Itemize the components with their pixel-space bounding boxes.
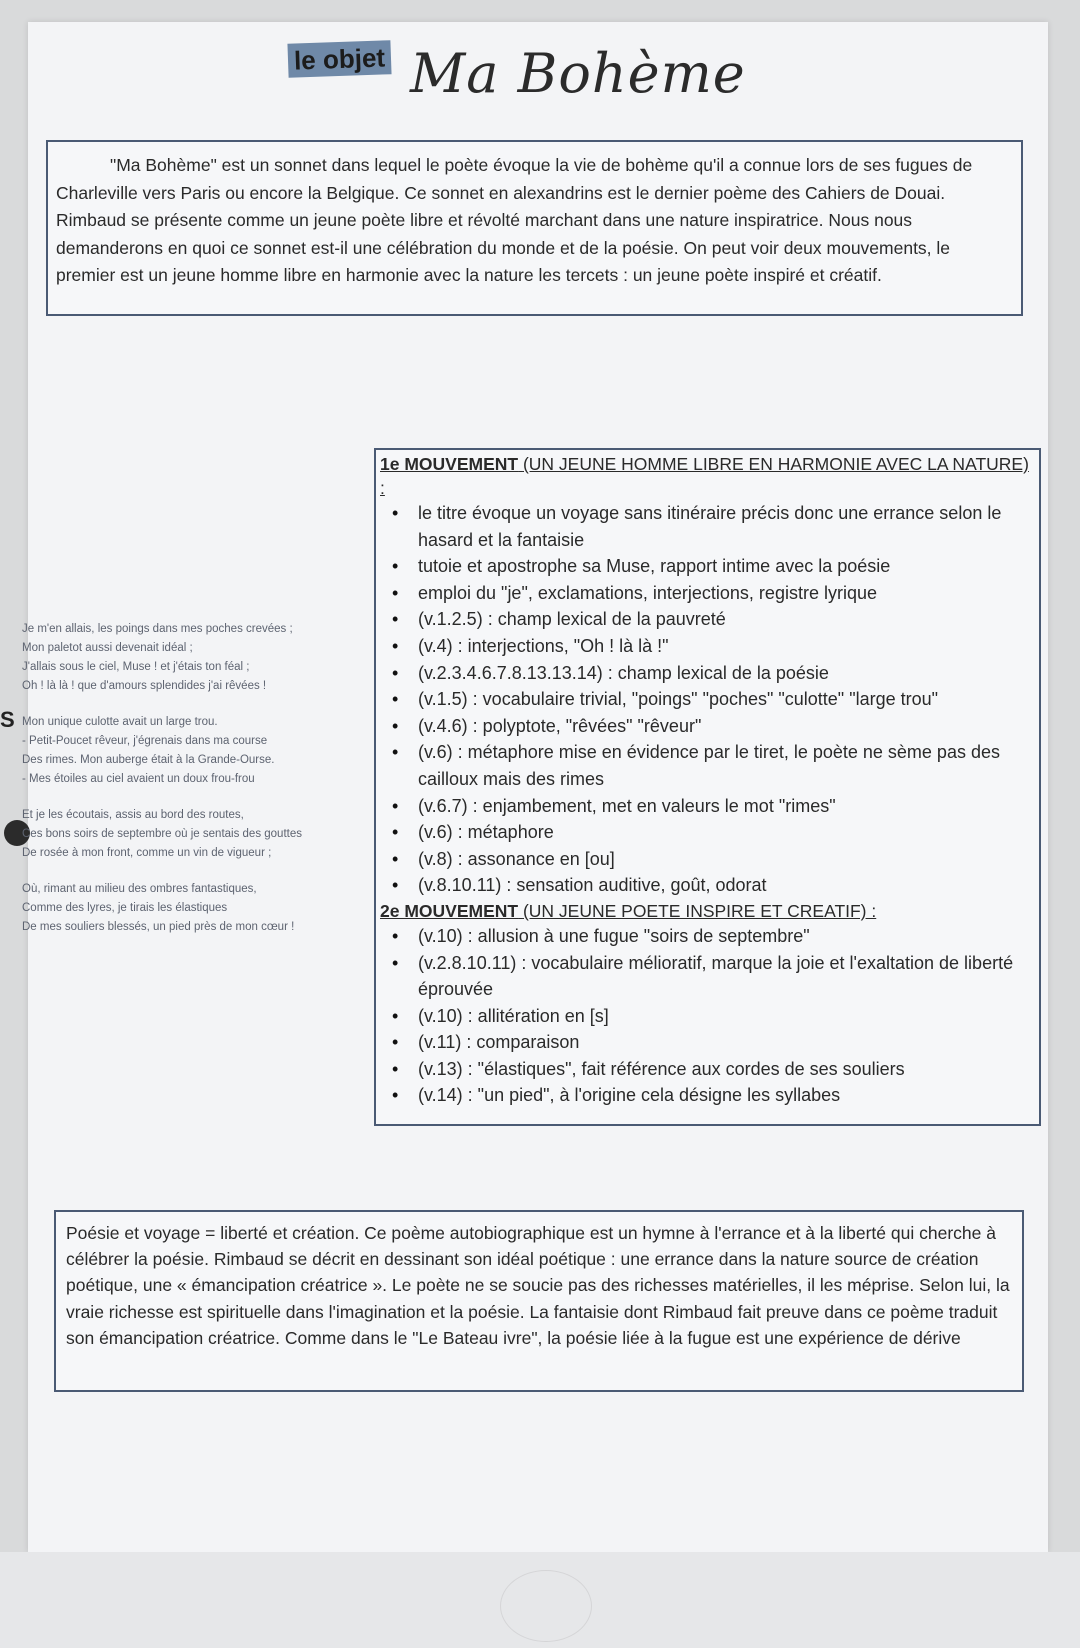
poem-stanza: [22, 713, 382, 789]
list-item: • le titre évoque un voyage sans itinéraire précis donc une errance selon le hasard et la fantaisie: [412, 500, 1033, 553]
list-item: • (v.4) : interjections, "Oh ! là là !": [412, 633, 1033, 660]
poem-line: Mon unique culotte avait un large trou.: [22, 716, 218, 728]
list-item: • (v.11) : comparaison: [412, 1029, 1033, 1056]
list-item: • (v.6) : métaphore: [412, 819, 1033, 846]
list-item: • tutoie et apostrophe sa Muse, rapport intime avec la poésie: [412, 553, 1033, 580]
list-item: • (v.2.8.10.11) : vocabulaire mélioratif, marque la joie et l'exaltation de liberté éprouvée: [412, 950, 1033, 1003]
page-title: Ma Bohème: [410, 42, 746, 105]
intro-text: "Ma Bohème" est un sonnet dans lequel le poète évoque la vie de bohème qu'il a connue lors de ses fugues de Charleville vers Paris ou encore la Belgique. Ce sonnet en alexandrins est le dernier poème des Cahiers de Douai. Rimbaud se présente comme un jeune poète libre et révolté marchant dans une nature inspiratrice. Nous nous demanderons en quoi ce sonnet est-il une célébration du monde et de la poésie. On peut voir deux mouvements, le premier est un jeune homme libre en harmonie avec la nature les tercets : un jeune poète inspiré et créatif.: [56, 155, 973, 285]
list-item: • (v.1.5) : vocabulaire trivial, "poings" "poches" "culotte" "large trou": [412, 686, 1033, 713]
movement-1-heading: 1e MOUVEMENT (UN JEUNE HOMME LIBRE EN HARMONIE AVEC LA NATURE) :: [380, 454, 1029, 498]
list-item: • (v.4.6) : polyptote, "rêvées" "rêveur": [412, 713, 1033, 740]
subject-tag: le objet: [287, 40, 391, 78]
poem-line: Mon paletot aussi devenait idéal ;: [22, 642, 193, 654]
poem-line: - Petit-Poucet rêveur, j'égrenais dans ma course: [22, 735, 268, 747]
annotation-marker: S: [0, 707, 15, 732]
poem-line: De mes souliers blessés, un pied près de mon cœur !: [22, 921, 295, 933]
poem-line: Ces bons soirs de septembre où je sentais des gouttes: [22, 828, 302, 840]
list-item: • (v.14) : "un pied", à l'origine cela désigne les syllabes: [412, 1082, 1033, 1109]
poem-line: De rosée à mon front, comme un vin de vigueur ;: [22, 847, 272, 859]
poem-line: Je m'en allais, les poings dans mes poches crevées ;: [22, 623, 293, 635]
conclusion-box: [54, 1210, 1024, 1392]
movement-2-heading: 2e MOUVEMENT (UN JEUNE POETE INSPIRE ET CREATIF) :: [380, 900, 877, 921]
list-item: • (v.13) : "élastiques", fait référence aux cordes de ses souliers: [412, 1056, 1033, 1083]
list-item: • (v.8) : assonance en [ou]: [412, 846, 1033, 873]
poem-stanza: [22, 620, 382, 696]
poem-line: Des rimes. Mon auberge était à la Grande-Ourse.: [22, 754, 275, 766]
list-item: • (v.6) : métaphore mise en évidence par le tiret, le poète ne sème pas des cailloux mais des rimes: [412, 739, 1033, 792]
poem-line: Où, rimant au milieu des ombres fantastiques,: [22, 883, 257, 895]
list-item: • (v.1.2.5) : champ lexical de la pauvreté: [412, 606, 1033, 633]
list-item: • (v.2.3.4.6.7.8.13.13.14) : champ lexical de la poésie: [412, 660, 1033, 687]
movement-1-list: [380, 500, 1033, 899]
list-item: • (v.10) : allusion à une fugue "soirs de septembre": [412, 923, 1033, 950]
poem-line: Oh ! là là ! que d'amours splendides j'ai rêvées !: [22, 680, 267, 692]
list-item: • emploi du "je", exclamations, interjections, registre lyrique: [412, 580, 1033, 607]
poem-stanza: [22, 806, 382, 863]
watermark-icon: [500, 1570, 592, 1642]
poem-line: Comme des lyres, je tirais les élastiques: [22, 902, 228, 914]
poem-text: [22, 620, 382, 954]
list-item: • (v.8.10.11) : sensation auditive, goût, odorat: [412, 872, 1033, 899]
list-item: • (v.10) : allitération en [s]: [412, 1003, 1033, 1030]
poem-line: J'allais sous le ciel, Muse ! et j'étais ton féal ;: [22, 661, 250, 673]
poem-line: - Mes étoiles au ciel avaient un doux frou-frou: [22, 773, 255, 785]
poem-stanza: [22, 880, 382, 937]
poem-line: Et je les écoutais, assis au bord des routes,: [22, 809, 244, 821]
conclusion-text: Poésie et voyage = liberté et création. Ce poème autobiographique est un hymne à l'errance et à la liberté qui cherche à célébrer la poésie. Rimbaud se décrit en dessinant son idéal poétique : une errance dans la nature source de création poétique, une « émancipation créatrice ». Le poète ne se soucie pas des richesses matérielles, il les méprise. Selon lui, la vraie richesse est spirituelle dans l'imagination et la poésie. La fantaisie dont Rimbaud fait preuve dans ce poème traduit son émancipation créatrice. Comme dans le "Le Bateau ivre", la poésie liée à la fugue est une expérience de dérive: [66, 1223, 1010, 1348]
list-item: • (v.6.7) : enjambement, met en valeurs le mot "rimes": [412, 793, 1033, 820]
movement-2-list: [380, 923, 1033, 1109]
intro-box: [46, 140, 1023, 316]
analysis-box: [374, 448, 1041, 1126]
